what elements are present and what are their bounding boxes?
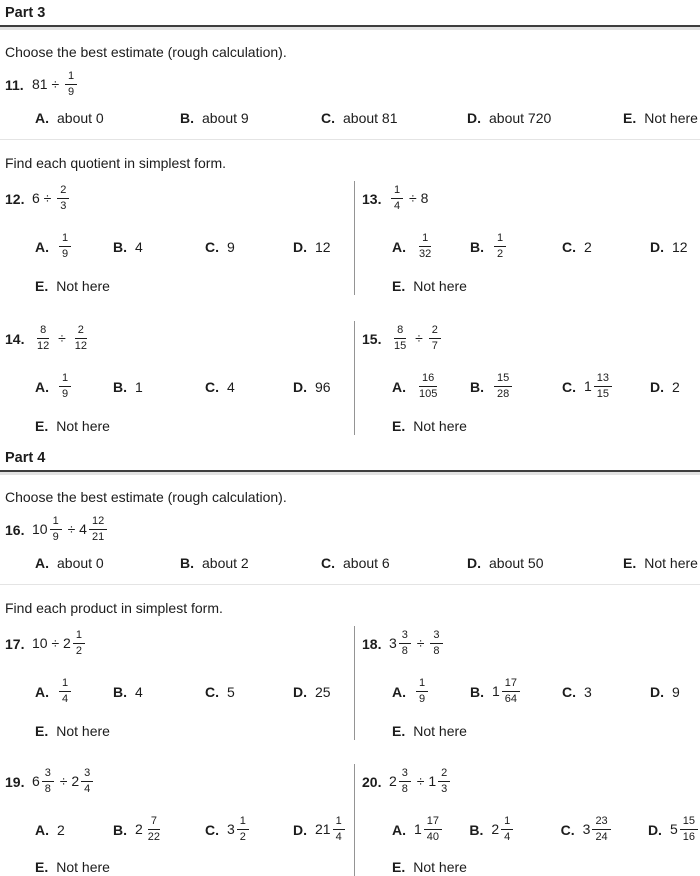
answer-option <box>469 814 560 844</box>
option-label: A. <box>392 379 406 395</box>
question-17 <box>5 626 354 740</box>
option-label: D. <box>467 110 481 126</box>
answer-option <box>205 379 293 395</box>
option-label: E. <box>392 859 406 875</box>
option-value: 4 <box>227 379 235 395</box>
option-label: C. <box>321 555 335 571</box>
question-expression: 10 $\frac{1}{9}$ ÷ 4 $\frac{12}{21}$ <box>32 517 109 544</box>
question-expression: $\frac{8}{12}$ ÷ $\frac{2}{12}$ <box>37 323 87 352</box>
answer-option <box>623 555 698 571</box>
part-4-section <box>5 447 700 876</box>
quotient-instruction: Find each quotient in simplest form. <box>5 155 226 171</box>
answer-options-row <box>392 369 700 405</box>
answer-options-row <box>392 812 700 848</box>
question-pair-19-20 <box>5 764 700 876</box>
answer-option <box>35 277 354 295</box>
option-label: A. <box>35 555 49 571</box>
answer-option <box>35 722 354 740</box>
option-label: A. <box>392 822 406 838</box>
option-value: 1 $\frac{17}{64}$ <box>492 679 522 706</box>
option-value: $\frac{1}{2}$ <box>492 234 508 261</box>
option-value: Not here <box>56 418 110 434</box>
option-value: about 81 <box>343 110 398 126</box>
option-value: $\frac{1}{9}$ <box>414 679 430 706</box>
option-value: Not here <box>56 278 110 294</box>
option-value: 4 <box>135 239 143 255</box>
option-label: D. <box>650 239 664 255</box>
option-value: about 0 <box>57 110 104 126</box>
option-value: 2 <box>672 379 680 395</box>
question-13 <box>355 181 700 295</box>
answer-option <box>392 371 470 401</box>
question-number: 12. <box>5 191 25 207</box>
answer-option <box>650 379 680 395</box>
option-value: 3 <box>584 684 592 700</box>
answer-option <box>562 371 650 401</box>
option-value: $\frac{1}{9}$ <box>57 234 73 261</box>
answer-option <box>392 277 700 295</box>
option-value: 96 <box>315 379 331 395</box>
section-divider <box>0 584 700 585</box>
option-label: D. <box>293 379 307 395</box>
option-label: B. <box>470 239 484 255</box>
option-value: 2 $\frac{1}{4}$ <box>491 817 515 844</box>
answer-option <box>321 555 467 571</box>
answer-option <box>35 555 180 571</box>
answer-option <box>392 722 700 740</box>
option-value: Not here <box>644 110 698 126</box>
option-value: 4 <box>135 684 143 700</box>
option-label: A. <box>35 239 49 255</box>
answer-option <box>562 684 650 700</box>
option-value: Not here <box>413 859 467 875</box>
question-18 <box>355 626 700 740</box>
option-label: E. <box>392 418 406 434</box>
option-value: about 9 <box>202 110 249 126</box>
option-label: A. <box>35 822 49 838</box>
answer-option <box>35 822 113 838</box>
answer-option <box>470 231 562 261</box>
answer-option <box>650 239 688 255</box>
answer-option <box>392 417 700 435</box>
option-value: $\frac{1}{9}$ <box>57 374 73 401</box>
option-value: 21 $\frac{1}{4}$ <box>315 817 347 844</box>
answer-option <box>35 231 113 261</box>
estimate-instruction: Choose the best estimate (rough calculation). <box>5 44 287 60</box>
option-label: C. <box>321 110 335 126</box>
answer-option <box>205 239 293 255</box>
option-label: C. <box>562 379 576 395</box>
answer-option <box>35 110 180 126</box>
part-3-section <box>5 2 700 435</box>
part-4-title: Part 4 <box>0 447 700 472</box>
question-number: 14. <box>5 331 25 347</box>
answer-option <box>35 371 113 401</box>
option-label: D. <box>467 555 481 571</box>
answer-option <box>180 555 321 571</box>
option-label: B. <box>180 110 194 126</box>
answer-option <box>467 555 623 571</box>
option-label: C. <box>205 239 219 255</box>
question-20 <box>355 764 700 876</box>
answer-option <box>467 110 623 126</box>
option-value: Not here <box>413 723 467 739</box>
answer-option <box>470 371 562 401</box>
question-expression: 6 $\frac{3}{8}$ ÷ 2 $\frac{3}{4}$ <box>32 769 95 796</box>
option-label: A. <box>35 379 49 395</box>
option-label: B. <box>180 555 194 571</box>
question-11 <box>5 67 700 129</box>
option-value: Not here <box>56 723 110 739</box>
answer-option <box>623 110 698 126</box>
option-label: E. <box>35 859 49 875</box>
answer-option <box>293 379 331 395</box>
option-label: C. <box>205 822 219 838</box>
answer-options-row <box>392 674 700 710</box>
option-value: 2 <box>57 822 65 838</box>
answer-option <box>205 684 293 700</box>
option-label: A. <box>35 110 49 126</box>
section-divider <box>0 139 700 140</box>
option-value: 5 <box>227 684 235 700</box>
option-value: 2 <box>584 239 592 255</box>
answer-option <box>35 417 354 435</box>
option-label: D. <box>293 239 307 255</box>
option-label: E. <box>35 278 49 294</box>
answer-options-row <box>392 229 700 265</box>
option-label: B. <box>113 822 127 838</box>
option-value: 3 $\frac{23}{24}$ <box>583 817 613 844</box>
option-value: 25 <box>315 684 331 700</box>
option-value: 3 $\frac{1}{2}$ <box>227 817 251 844</box>
answer-options-row <box>35 369 354 405</box>
question-number: 18. <box>362 636 382 652</box>
option-label: D. <box>647 822 662 838</box>
option-value: about 0 <box>57 555 104 571</box>
option-value: 12 <box>672 239 688 255</box>
answer-option <box>647 814 700 844</box>
option-label: A. <box>392 239 406 255</box>
answer-option <box>293 814 347 844</box>
answer-option <box>113 814 205 844</box>
option-value: 1 $\frac{17}{40}$ <box>414 817 444 844</box>
answer-option <box>293 239 331 255</box>
answer-option <box>113 239 205 255</box>
answer-option <box>562 239 650 255</box>
question-expression: $\frac{8}{15}$ ÷ $\frac{2}{7}$ <box>389 326 443 353</box>
option-value: $\frac{1}{4}$ <box>57 679 73 706</box>
answer-option <box>321 110 467 126</box>
question-expression: 81 ÷ $\frac{1}{9}$ <box>32 72 79 99</box>
option-label: D. <box>293 684 307 700</box>
part-3-title: Part 3 <box>0 2 700 27</box>
question-number: 19. <box>5 774 25 790</box>
option-label: B. <box>470 379 484 395</box>
answer-options-row <box>35 107 700 129</box>
answer-option <box>392 231 470 261</box>
answer-option <box>470 676 562 706</box>
question-expression: 6 ÷ $\frac{2}{3}$ <box>32 186 71 213</box>
answer-option <box>650 684 680 700</box>
option-label: E. <box>35 723 49 739</box>
option-label: C. <box>560 822 575 838</box>
option-value: $\frac{16}{105}$ <box>419 371 438 400</box>
option-value: 5 $\frac{15}{16}$ <box>670 817 700 844</box>
option-label: E. <box>623 555 637 571</box>
question-14 <box>5 321 354 435</box>
option-value: 2 $\frac{7}{22}$ <box>135 814 161 843</box>
option-label: B. <box>470 684 484 700</box>
answer-options-row <box>35 812 354 848</box>
option-label: C. <box>562 684 576 700</box>
question-expression: $\frac{1}{4}$ ÷ 8 <box>389 186 428 213</box>
answer-option <box>392 676 470 706</box>
option-value: 9 <box>227 239 235 255</box>
answer-option <box>392 814 469 844</box>
option-label: E. <box>392 278 406 294</box>
question-number: 17. <box>5 636 25 652</box>
answer-option <box>560 814 648 844</box>
question-pair-17-18 <box>5 626 700 740</box>
product-instruction: Find each product in simplest form. <box>5 600 223 616</box>
option-value: 1 <box>135 379 143 395</box>
answer-options-row <box>35 674 354 710</box>
question-expression: 10 ÷ 2 $\frac{1}{2}$ <box>32 631 87 658</box>
estimate-instruction: Choose the best estimate (rough calculation). <box>5 489 287 505</box>
answer-option <box>180 110 321 126</box>
option-label: E. <box>623 110 637 126</box>
question-15 <box>355 321 700 435</box>
question-number: 11. <box>5 77 24 93</box>
question-number: 13. <box>362 191 382 207</box>
question-16 <box>5 512 700 574</box>
option-label: C. <box>562 239 576 255</box>
option-label: C. <box>205 379 219 395</box>
option-value: about 50 <box>489 555 544 571</box>
option-label: E. <box>392 723 406 739</box>
option-label: B. <box>469 822 484 838</box>
option-label: A. <box>392 684 406 700</box>
option-label: E. <box>35 418 49 434</box>
question-number: 20. <box>362 774 382 790</box>
option-value: Not here <box>413 278 467 294</box>
option-value: about 6 <box>343 555 390 571</box>
answer-option <box>113 684 205 700</box>
option-value: Not here <box>644 555 698 571</box>
option-value: about 720 <box>489 110 552 126</box>
answer-options-row <box>35 552 700 574</box>
question-expression: 3 $\frac{3}{8}$ ÷ $\frac{3}{8}$ <box>389 631 445 658</box>
option-value: 12 <box>315 239 331 255</box>
option-label: D. <box>650 684 664 700</box>
option-label: D. <box>650 379 664 395</box>
option-label: D. <box>293 822 307 838</box>
option-value: $\frac{15}{28}$ <box>492 374 514 401</box>
option-label: A. <box>35 684 49 700</box>
answer-option <box>293 684 331 700</box>
question-19 <box>5 764 354 876</box>
option-value: Not here <box>56 859 110 875</box>
question-pair-12-13 <box>5 181 700 295</box>
question-pair-14-15 <box>5 321 700 435</box>
option-label: C. <box>205 684 219 700</box>
answer-options-row <box>35 229 354 265</box>
option-label: B. <box>113 684 127 700</box>
option-value: 9 <box>672 684 680 700</box>
answer-option <box>35 858 354 876</box>
question-number: 15. <box>362 331 382 347</box>
option-value: about 2 <box>202 555 249 571</box>
answer-option <box>113 379 205 395</box>
answer-option <box>35 676 113 706</box>
option-label: B. <box>113 239 127 255</box>
answer-option <box>205 814 293 844</box>
option-value: Not here <box>413 418 467 434</box>
option-label: B. <box>113 379 127 395</box>
option-value: $\frac{1}{32}$ <box>419 231 432 260</box>
question-number: 16. <box>5 522 25 538</box>
option-value: 1 $\frac{13}{15}$ <box>584 374 614 401</box>
question-expression: 2 $\frac{3}{8}$ ÷ 1 $\frac{2}{3}$ <box>389 769 452 796</box>
answer-option <box>392 858 700 876</box>
question-12 <box>5 181 354 295</box>
